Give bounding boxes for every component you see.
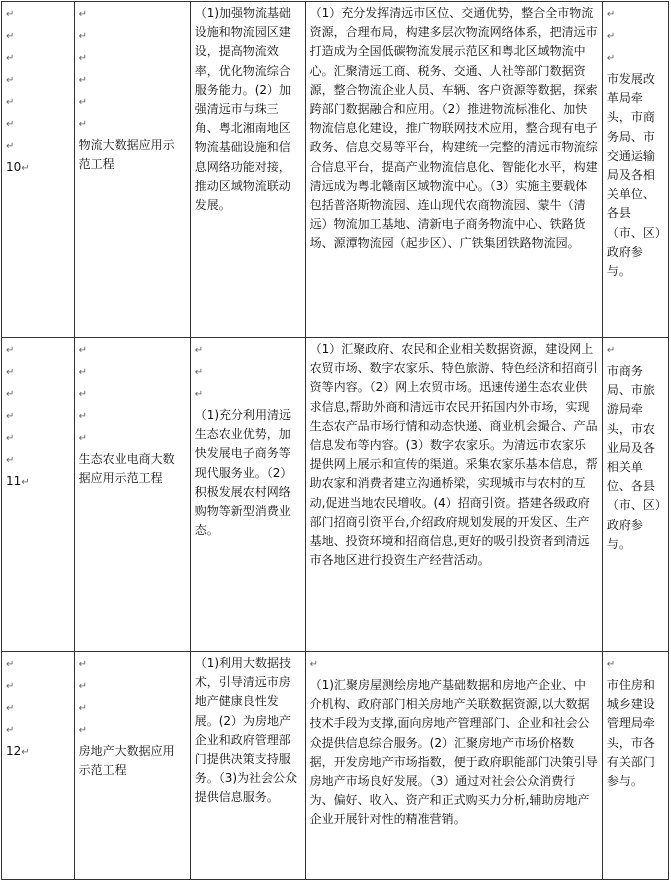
project-name: 物流大数据应用示范工程	[78, 138, 175, 172]
project-content: （1)汇聚房屋测绘房地产基础数据和房地产企业、中介机构、政府部门相关房地产关联数据资源,以大数据技术手段为支撑,面向房地产管理部门、企业和社会公众提供信息综合服务。(2）汇聚房地产市场价格数据，开发房地产市场指数，便于政府职能部门决策引导房地产市场良好发展。（3）通过对社会公众消费行为、偏好、收入、资产和正式购买力分析,辅助房地产企业开展针对性的精准营销。	[309, 678, 598, 827]
project-dept: 市发展改革局牵头，市商务局、市交通运输局及各相关单位、各县（市、区）政府参与。	[606, 72, 661, 279]
project-number-cell: ↵ ↵ ↵ ↵ ↵ ↵ 11↵	[2, 338, 75, 652]
project-dept-cell: ↵ 市住房和城乡建设管理局牵头，市各有关部门参与。	[602, 652, 668, 880]
project-content: （1）充分发挥清远市区位、交通优势，整合全市物流资源，合理布局，构建多层次物流网络体系，把清远市打造成为全国低碳物流发展示范区和粤北区域物流中心。汇聚清远工商、税务、交通、人社等部门数据资源，整合物流企业人员、车辆、客户资源等数据，探索跨部门数据融合和应用。（2）推进物流标准化、加快物流信息化建设，推广物联网技术应用，整合现有电子政务、信息交易等平台，构建统一完整的清远市物流综合信息平台，提高产业物流信息化、智能化水平，构建清远成为粤北赣南区域物流中心。（3）实施主要载体包括普洛斯物流园、连山现代农商物流园、蒙牛（清远）物流加工基地、清新电子商务物流中心、铁路货场、源潭物流园（起步区）、广铁集团铁路物流园。	[309, 6, 598, 251]
table-row	[2, 2, 669, 338]
project-name: 房地产大数据应用示范工程	[78, 744, 175, 778]
project-goal: （1)利用大数据技术，引导清远市房地产健康良性发展。(2）为房地产企业和政府管理部门提供决策支持服务。（3)为社会公众提供信息服务。	[194, 656, 298, 805]
project-content-cell: ↵ （1)汇聚房屋测绘房地产基础数据和房地产企业、中介机构、政府部门相关房地产关联数据资源,以大数据技术手段为支撑,面向房地产管理部门、企业和社会公众提供信息综合服务。(2）汇聚房地产市场价格数据，开发房地产市场指数，便于政府职能部门决策引导房地产市场良好发展。（3）通过对社会公众消费行为、偏好、收入、资产和正式购买力分析,辅助房地产企业开展针对性的精准营销。	[305, 652, 602, 880]
project-content-cell	[305, 338, 602, 652]
project-content: （1）汇聚政府、农民和企业相关数据资源，建设网上农贸市场、数字农家乐、特色旅游、特色经济和招商引资等内容。（2）网上农贸市场。迅速传递生态农业供求信息,帮助外商和清远市农民开拓国内外市场，实现生态农产品市场行情和动态快递、商业机会撮合、产品信息发布等内容。(3）数字农家乐。为清远市农家乐提供网上展示和宣传的渠道。采集农家乐基本信息，帮助农家和消费者建立沟通桥梁，实现城市与农村的互动,促进当地农民增收。(4）招商引资。搭建各级政府部门招商引资平台,介绍政府规划发展的开发区、生产基地、投资环境和招商信息,更好的吸引投资者到清远市各地区进行投资生产经营活动。	[309, 342, 598, 568]
project-goal-cell	[190, 652, 305, 880]
project-dept-cell: ↵ 市商务局、市旅游局牵头，市农业局及各相关单位、各县（市、区）政府参与。	[602, 338, 668, 652]
project-number: 12	[6, 744, 22, 758]
table-row	[2, 338, 669, 652]
project-goal: （1)加强物流基础设施和物流园区建设，提高物流效率，优化物流综合服务能力。(2）加强清远市与珠三角、粤北湘南地区物流基础设施和信息网络功能对接，推动区域物流联动发展。	[194, 6, 292, 213]
project-dept-cell: ↵ ↵ ↵ 市发展改革局牵头，市商务局、市交通运输局及各相关单位、各县（市、区）政府参与。	[602, 2, 668, 338]
project-number-cell: ↵ ↵ ↵ ↵ 12↵	[2, 652, 75, 880]
project-table	[1, 1, 669, 880]
project-number-cell: ↵ ↵ ↵ ↵ ↵ ↵ ↵ 10↵	[2, 2, 75, 338]
table-row	[2, 652, 669, 880]
project-dept: 市住房和城乡建设管理局牵头，市各有关部门参与。	[606, 678, 655, 789]
project-content-cell	[305, 2, 602, 338]
project-name: 生态农业电商大数据应用示范工程	[78, 452, 175, 486]
project-name-cell: ↵ ↵ ↵ ↵ ↵ 生态农业电商大数据应用示范工程	[74, 338, 190, 652]
project-name-cell: ↵ ↵ ↵ ↵ 房地产大数据应用示范工程	[74, 652, 190, 880]
paragraph-marks: ↵ ↵ ↵ ↵ ↵ ↵ ↵	[6, 9, 15, 152]
project-goal-cell	[190, 2, 305, 338]
project-name-cell: ↵ ↵ ↵ ↵ ↵ ↵ 物流大数据应用示范工程	[74, 2, 190, 338]
project-goal: （1)充分利用清远生态农业优势，加快发展电子商务等现代服务业。（2）积极发展农村网络购物等新型消费业态。	[194, 408, 293, 538]
project-goal-cell: ↵ ↵ ↵ （1)充分利用清远生态农业优势，加快发展电子商务等现代服务业。（2）积极发展农村网络购物等新型消费业态。	[190, 338, 305, 652]
project-number: 11	[6, 474, 22, 488]
project-dept: 市商务局、市旅游局牵头，市农业局及各相关单位、各县（市、区）政府参与。	[606, 364, 661, 551]
project-number: 10	[6, 160, 22, 174]
